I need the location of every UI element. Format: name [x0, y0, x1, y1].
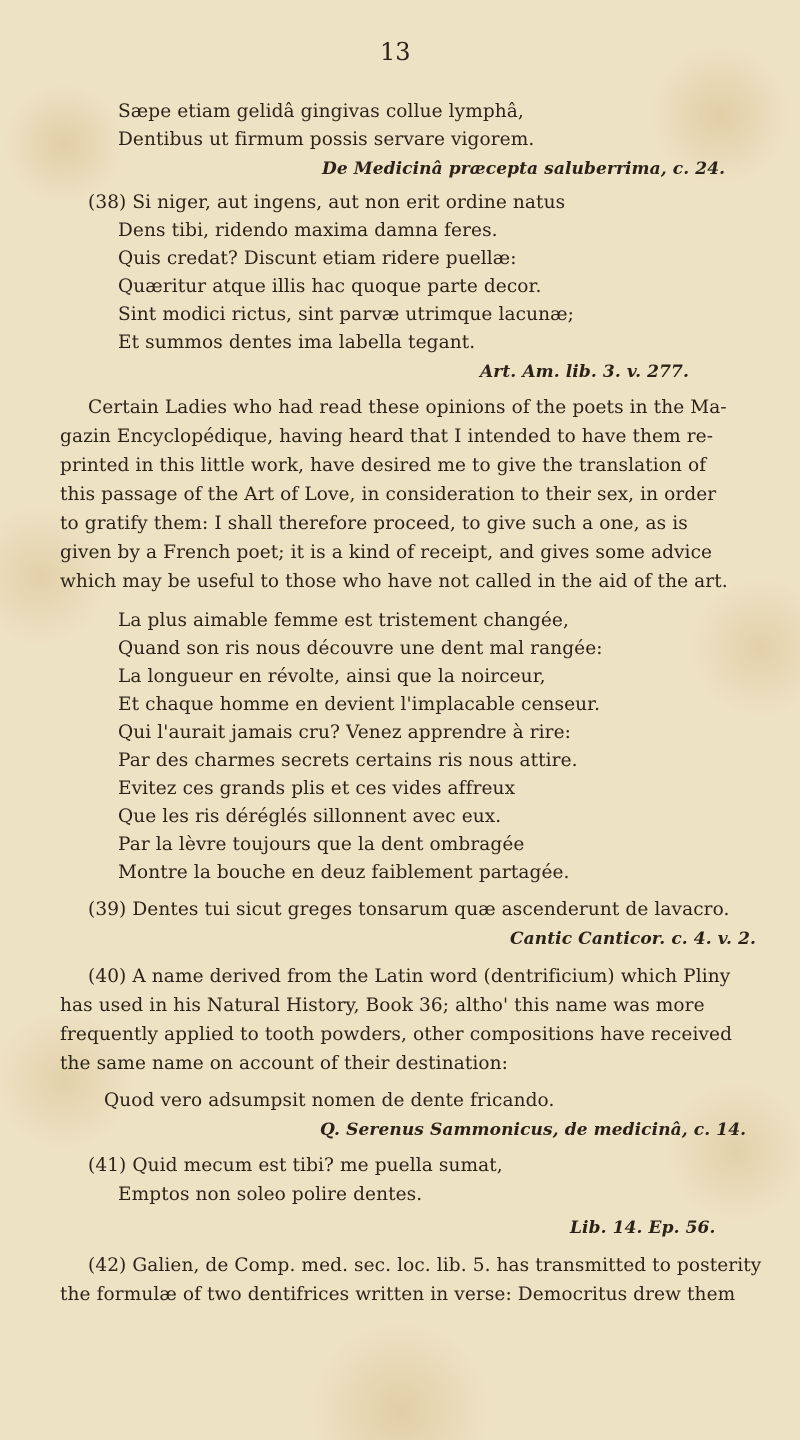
- verse-line: Quis credat? Discunt etiam ridere puellæ:: [118, 248, 517, 269]
- verse-line: Et summos dentes ima labella tegant.: [118, 332, 476, 353]
- verse-line: (39) Dentes tui sicut greges tonsarum quæ ascenderunt de lavacro.: [88, 899, 730, 920]
- paragraph-line: the formulæ of two dentifrices written in verse: Democritus drew them: [60, 1284, 736, 1305]
- paragraph-line: given by a French poet; it is a kind of receipt, and gives some advice: [60, 542, 713, 563]
- page-number: 13: [380, 38, 411, 66]
- verse-line: (38) Si niger, aut ingens, aut non erit ordine natus: [88, 192, 566, 213]
- verse-line: Quod vero adsumpsit nomen de dente fricando.: [104, 1090, 555, 1111]
- paragraph-line: has used in his Natural History, Book 36; altho' this name was more: [60, 995, 705, 1016]
- verse-line: La longueur en révolte, ainsi que la noirceur,: [118, 666, 546, 687]
- verse-line: Montre la bouche en deuz faiblement partagée.: [118, 862, 570, 883]
- paragraph-line: to gratify them: I shall therefore proceed, to give such a one, as is: [60, 513, 688, 534]
- verse-line: Sæpe etiam gelidâ gingivas collue lymphâ,: [118, 101, 524, 122]
- paragraph-line: gazin Encyclopédique, having heard that I intended to have them re-: [60, 426, 714, 447]
- verse-line: Et chaque homme en devient l'implacable censeur.: [118, 694, 601, 715]
- verse-line: Qui l'aurait jamais cru? Venez apprendre à rire:: [118, 722, 572, 743]
- verse-line: Evitez ces grands plis et ces vides affreux: [118, 778, 516, 799]
- verse-line: Quæritur atque illis hac quoque parte decor.: [118, 276, 542, 297]
- paragraph-line: the same name on account of their destination:: [60, 1053, 508, 1074]
- citation: Cantic Canticor. c. 4. v. 2.: [510, 929, 757, 949]
- verse-line: (41) Quid mecum est tibi? me puella sumat,: [88, 1155, 503, 1176]
- verse-line: Par des charmes secrets certains ris nous attire.: [118, 750, 578, 771]
- verse-line: Dentibus ut firmum possis servare vigorem.: [118, 129, 535, 150]
- verse-line: Que les ris déréglés sillonnent avec eux.: [118, 806, 502, 827]
- paragraph-line: printed in this little work, have desired me to give the translation of: [60, 455, 707, 476]
- paragraph-line: frequently applied to tooth powders, other compositions have received: [60, 1024, 733, 1045]
- verse-line: Sint modici rictus, sint parvæ utrimque lacunæ;: [118, 304, 574, 325]
- paragraph-line: which may be useful to those who have not called in the aid of the art.: [60, 571, 728, 592]
- paragraph-line: (40) A name derived from the Latin word (dentrificium) which Pliny: [88, 966, 731, 987]
- citation: Lib. 14. Ep. 56.: [570, 1218, 716, 1238]
- verse-line: La plus aimable femme est tristement changée,: [118, 610, 569, 631]
- paragraph-line: (42) Galien, de Comp. med. sec. loc. lib. 5. has transmitted to posterity: [88, 1255, 762, 1276]
- paragraph-line: Certain Ladies who had read these opinions of the poets in the Ma-: [88, 397, 727, 418]
- verse-line: Emptos non soleo polire dentes.: [118, 1184, 423, 1205]
- verse-line: Par la lèvre toujours que la dent ombragée: [118, 834, 525, 855]
- citation: Art. Am. lib. 3. v. 277.: [480, 362, 689, 382]
- citation: De Medicinâ præcepta saluberrima, c. 24.: [322, 159, 726, 179]
- citation: Q. Serenus Sammonicus, de medicinâ, c. 14.: [320, 1120, 747, 1140]
- verse-line: Quand son ris nous découvre une dent mal rangée:: [118, 638, 603, 659]
- paragraph-line: this passage of the Art of Love, in consideration to their sex, in order: [60, 484, 717, 505]
- verse-line: Dens tibi, ridendo maxima damna feres.: [118, 220, 498, 241]
